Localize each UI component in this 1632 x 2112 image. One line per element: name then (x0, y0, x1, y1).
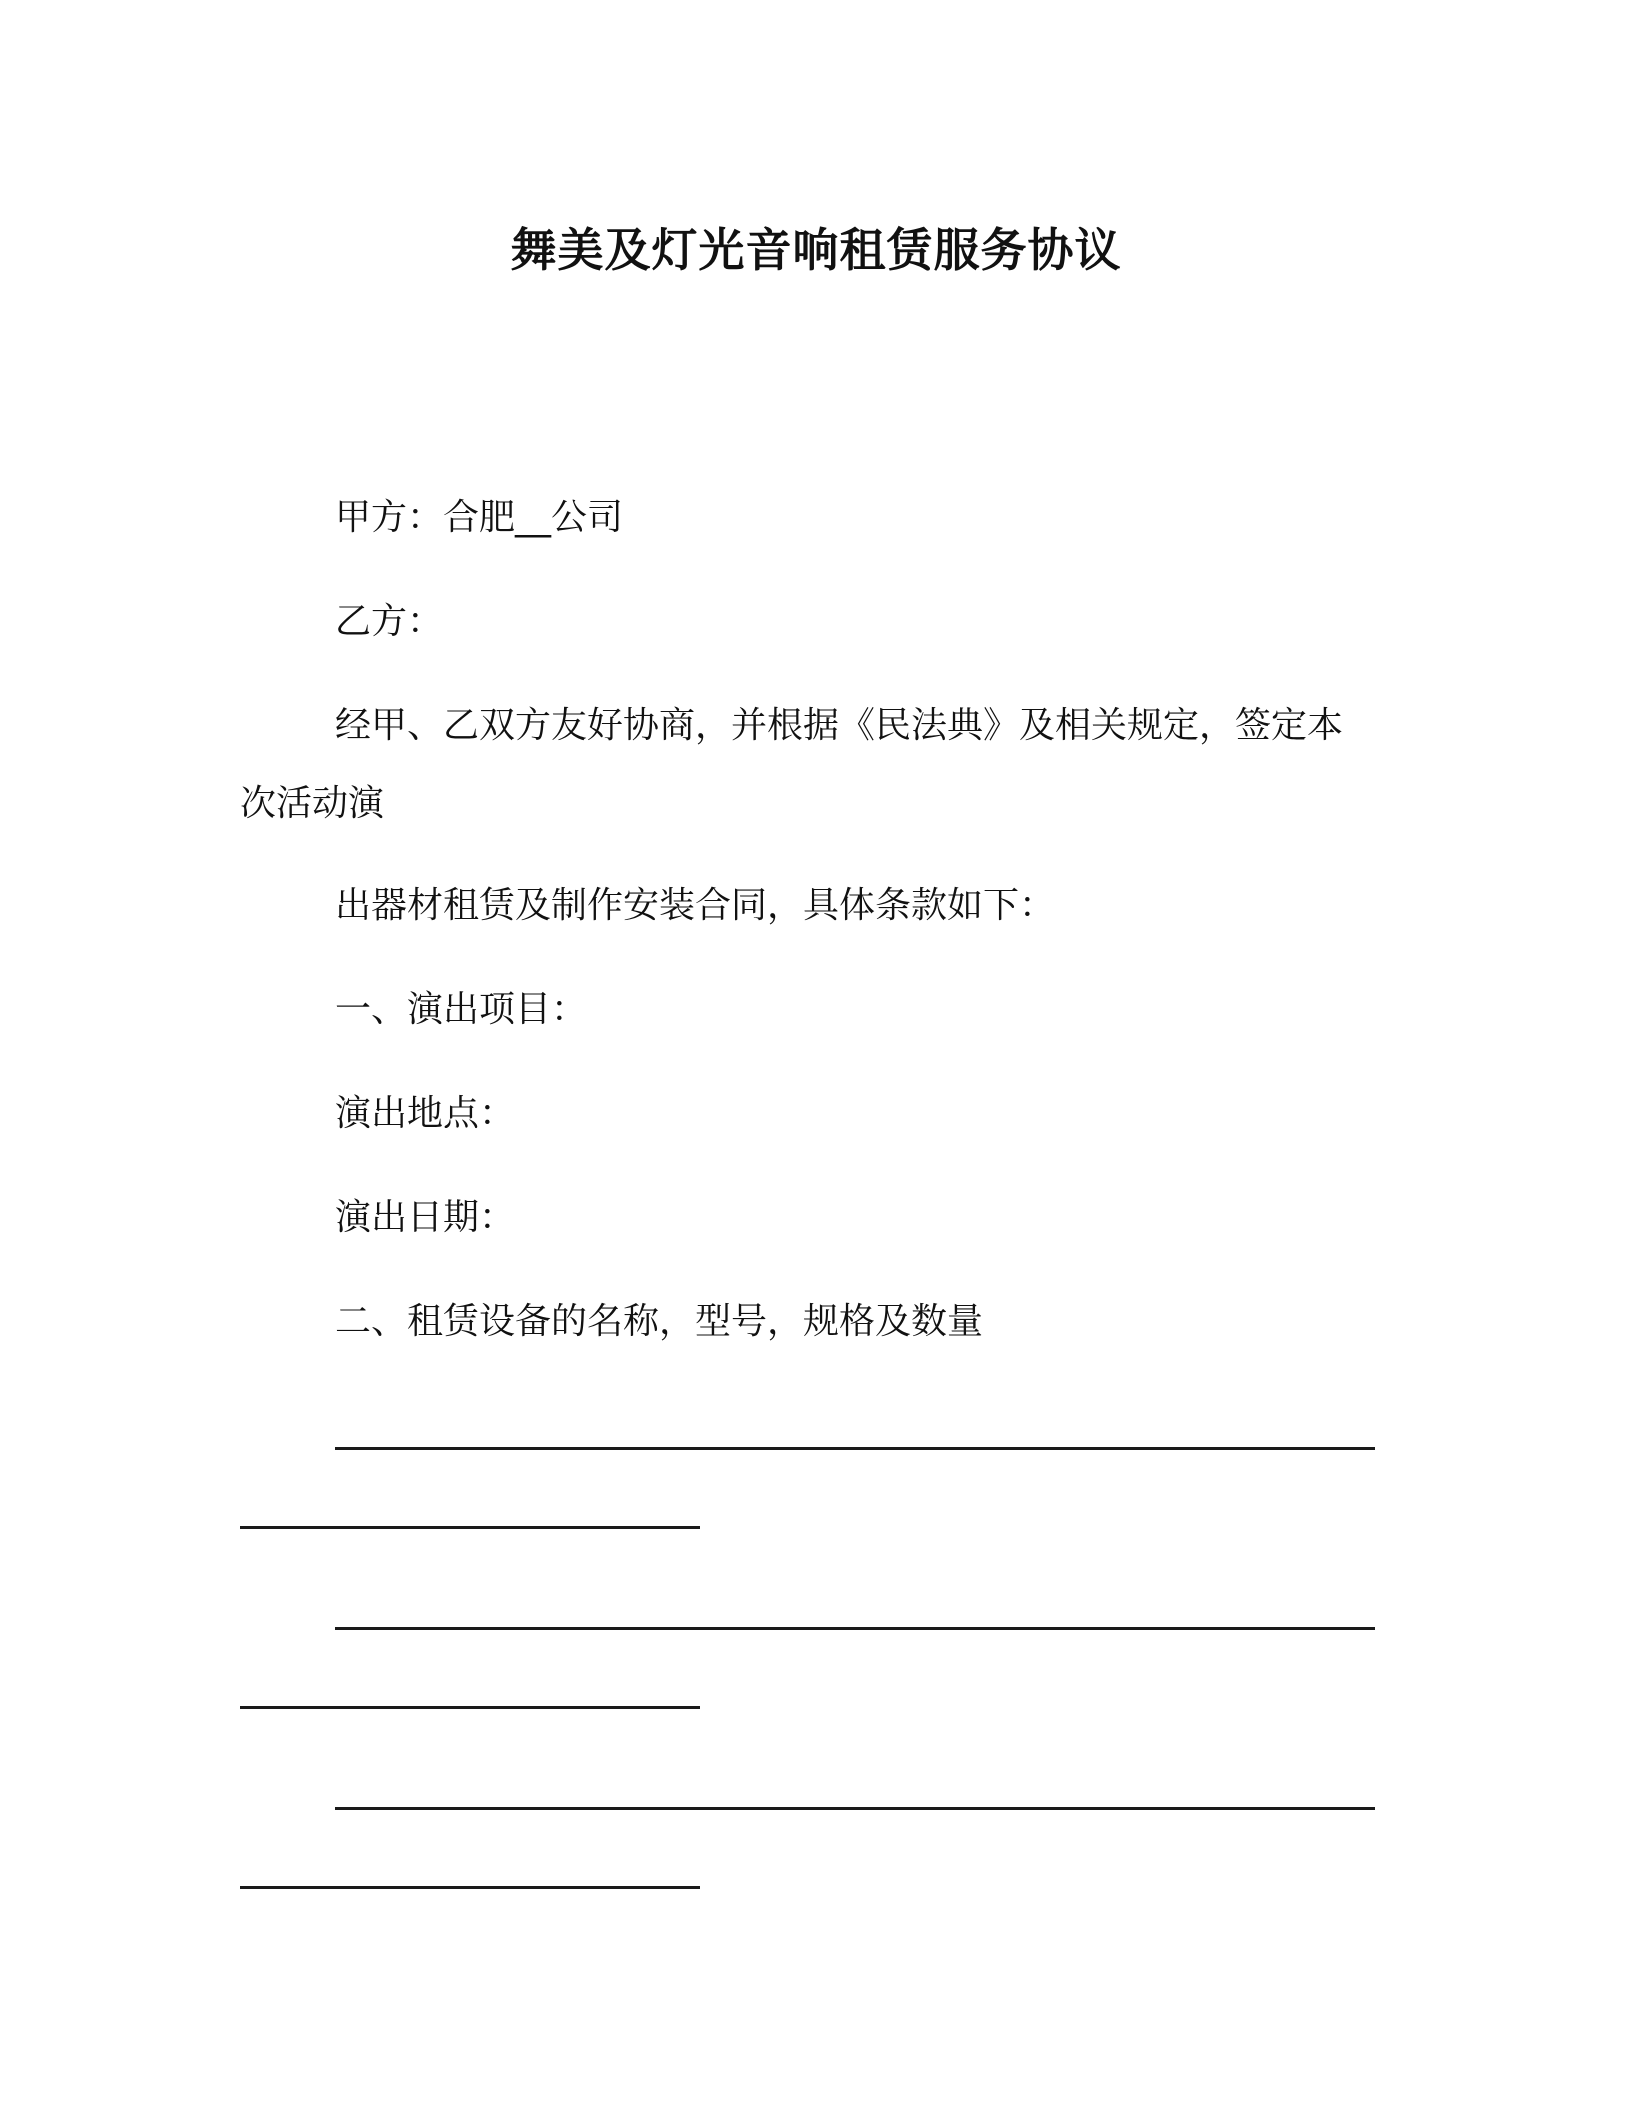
party-b-line: 乙方： (335, 601, 444, 642)
blank-fill-line (240, 1886, 700, 1889)
intro-paragraph-line-3: 出器材租赁及制作安装合同，具体条款如下： (335, 885, 1056, 926)
blank-fill-line (240, 1706, 700, 1709)
performance-location-line: 演出地点： (335, 1093, 516, 1134)
blank-fill-line (335, 1447, 1375, 1450)
section-2-heading: 二、租赁设备的名称，型号，规格及数量 (335, 1301, 984, 1342)
intro-paragraph-line-2: 次活动演 (240, 783, 385, 824)
blank-fill-line (335, 1627, 1375, 1630)
section-1-heading: 一、演出项目： (335, 989, 588, 1030)
intro-paragraph-line-1: 经甲、乙双方友好协商，并根据《民法典》及相关规定，签定本 (335, 705, 1344, 746)
performance-date-line: 演出日期： (335, 1197, 516, 1238)
blank-fill-line (335, 1807, 1375, 1810)
document-title: 舞美及灯光音响租赁服务协议 (510, 223, 1122, 277)
blank-fill-line (240, 1526, 700, 1529)
party-a-line: 甲方：合肥__公司 (335, 497, 624, 538)
